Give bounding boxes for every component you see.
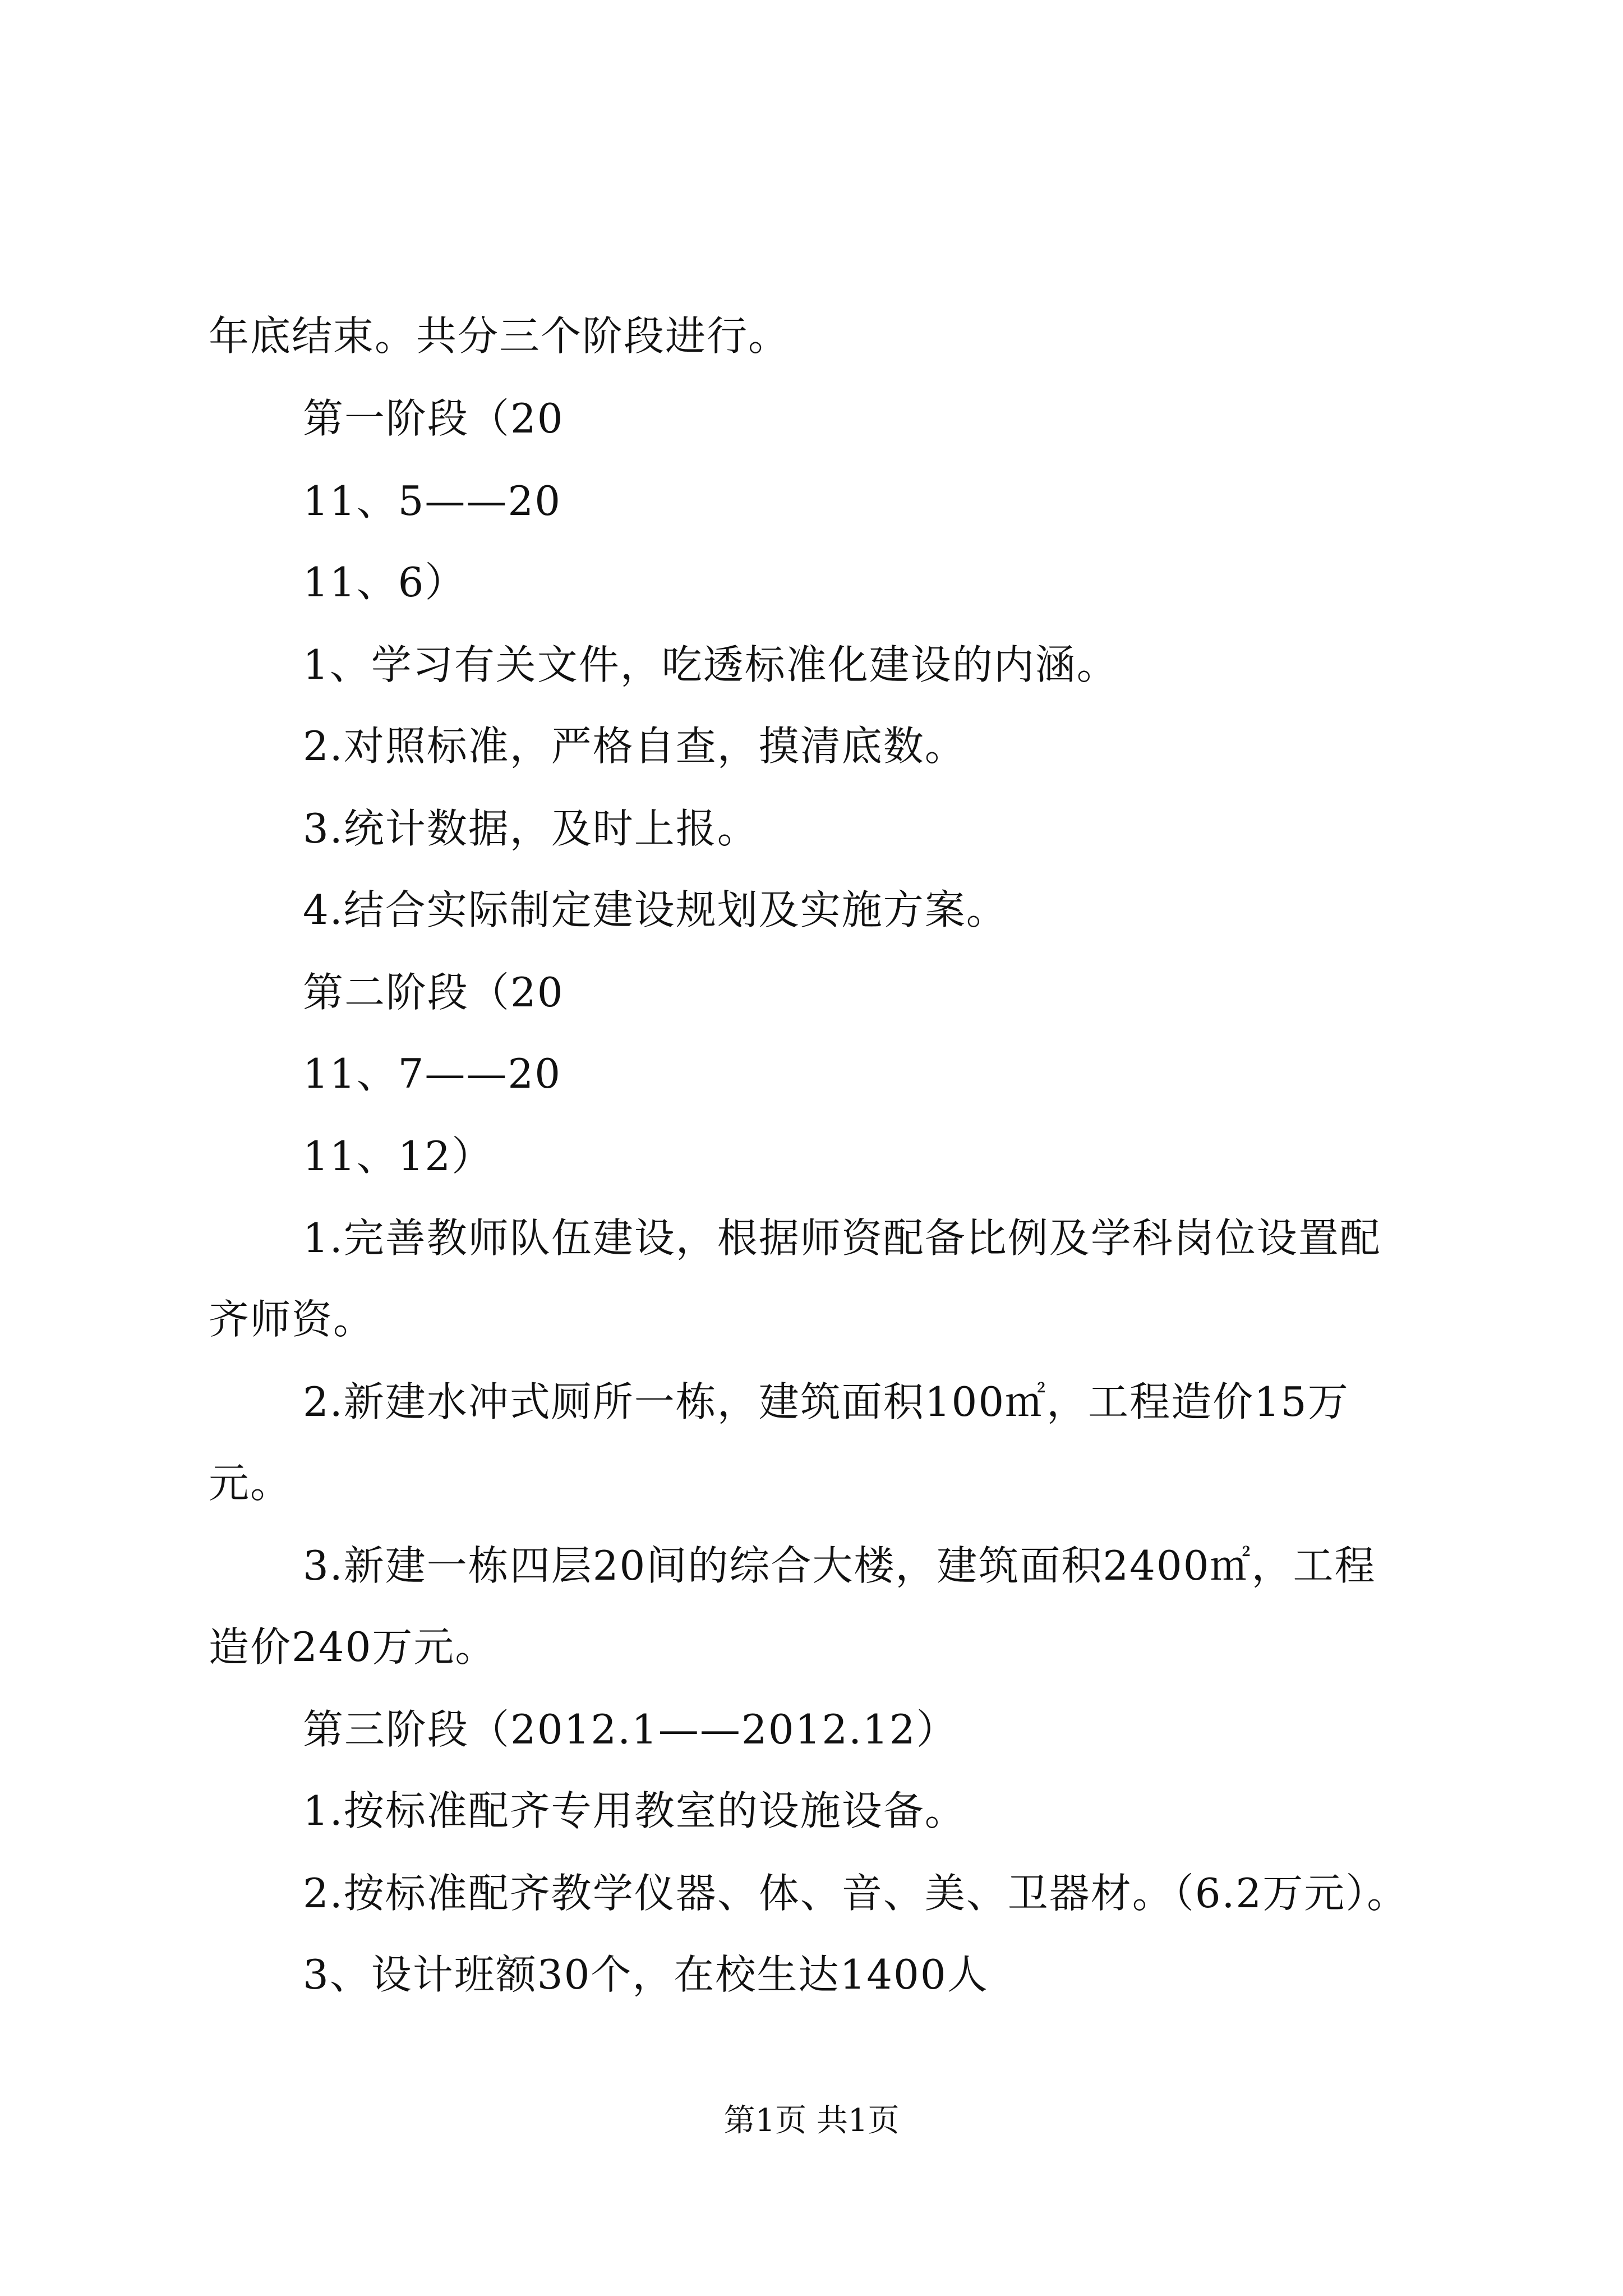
section-heading-stage-3: 第三阶段（2012.1——2012.12） — [303, 1706, 958, 1753]
list-item: 1.按标准配齐专用教室的设施设备。 — [303, 1787, 966, 1834]
page-footer: 第1页 共1页 — [723, 2102, 900, 2139]
section-heading-stage-1: 第一阶段（20 — [303, 395, 564, 442]
text-line-11: 11、12） — [303, 1133, 494, 1180]
text-line-4: 11、6） — [303, 559, 467, 606]
list-item: 2.按标准配齐教学仪器、体、音、美、卫器材。（6.2万元）。 — [303, 1870, 1409, 1917]
list-item: 2.对照标准，严格自查，摸清底数。 — [303, 723, 966, 770]
list-item: 1.完善教师队伍建设，根据师资配备比例及学科岗位设置配 — [303, 1214, 1381, 1262]
list-item: 3、设计班额30个，在校生达1400人 — [303, 1951, 989, 1998]
list-item: 3.统计数据，及时上报。 — [303, 805, 759, 852]
list-item-continuation: 元。 — [209, 1460, 292, 1507]
list-item: 3.新建一栋四层20间的综合大楼，建筑面积2400㎡，工程 — [303, 1542, 1376, 1589]
list-item: 4.结合实际制定建设规划及实施方案。 — [303, 886, 1008, 933]
section-heading-stage-2: 第二阶段（20 — [303, 969, 564, 1016]
text-line-1: 年底结束。共分三个阶段进行。 — [209, 312, 790, 360]
list-item: 2.新建水冲式厕所一栋，建筑面积100㎡，工程造价15万 — [303, 1378, 1349, 1425]
text-line-3: 11、5——20 — [303, 477, 562, 524]
list-item-continuation: 造价240万元。 — [209, 1623, 497, 1671]
text-line-10: 11、7——20 — [303, 1050, 562, 1097]
list-item: 1、学习有关文件，吃透标准化建设的内涵。 — [303, 641, 1118, 688]
list-item-continuation: 齐师资。 — [209, 1296, 375, 1343]
